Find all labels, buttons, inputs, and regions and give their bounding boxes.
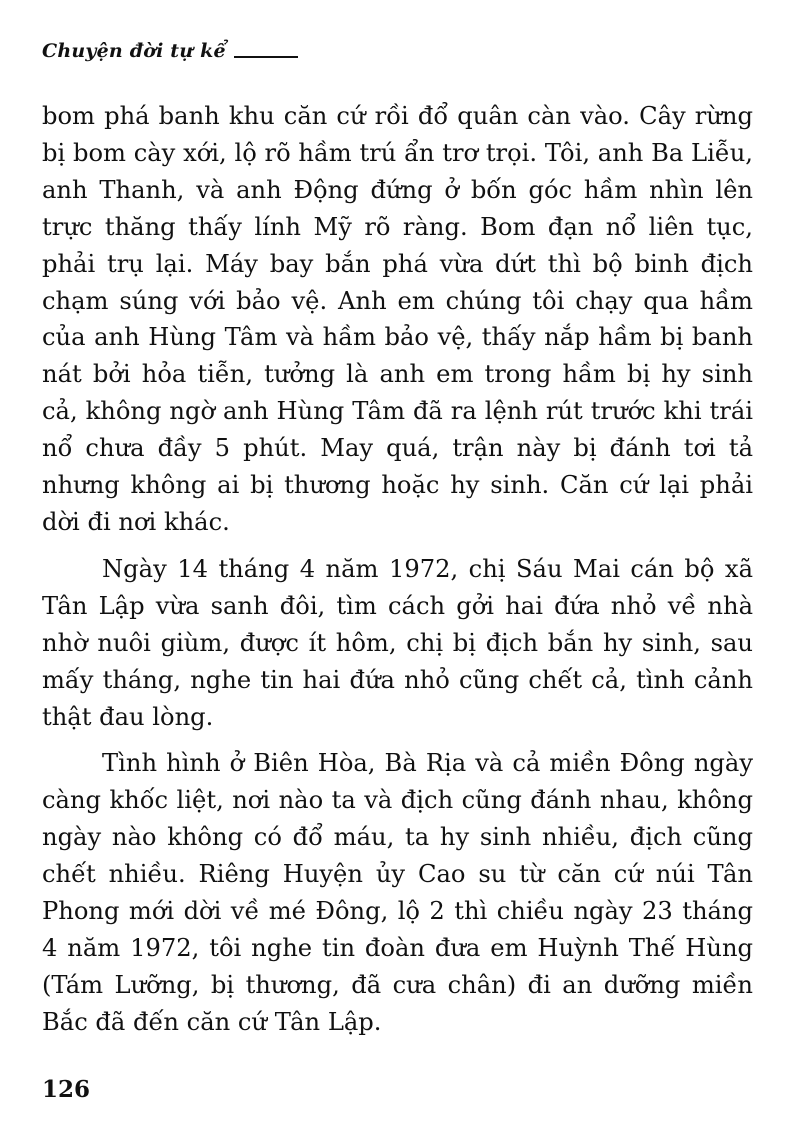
running-header-title: Chuyện đời tự kể <box>42 40 226 62</box>
paragraph: Tình hình ở Biên Hòa, Bà Rịa và cả miền Đông ngày càng khốc liệt, nơi nào ta và địch cũng đánh nhau, không ngày nào không có đổ máu, ta hy sinh nhiều, địch cũng chết nhiều. Riêng Huyện ủy Cao su từ căn cứ núi Tân Phong mới dời về mé Đông, lộ 2 thì chiều ngày 23 tháng 4 năm 1972, tôi nghe tin đoàn đưa em Huỳnh Thế Hùng (Tám Lưỡng, bị thương, đã cưa chân) đi an dưỡng miền Bắc đã đến căn cứ Tân Lập. <box>42 749 753 1036</box>
body-text <box>42 98 753 1041</box>
page-number: 126 <box>42 1076 91 1103</box>
running-header <box>42 40 298 62</box>
paragraph: Ngày 14 tháng 4 năm 1972, chị Sáu Mai cán bộ xã Tân Lập vừa sanh đôi, tìm cách gởi hai đứa nhỏ về nhà nhờ nuôi giùm, được ít hôm, chị bị địch bắn hy sinh, sau mấy tháng, nghe tin hai đứa nhỏ cũng chết cả, tình cảnh thật đau lòng. <box>42 554 753 731</box>
header-rule <box>234 56 298 58</box>
paragraph-continued: bom phá banh khu căn cứ rồi đổ quân càn vào. Cây rừng bị bom cày xới, lộ rõ hầm trú ẩn trơ trọi. Tôi, anh Ba Liễu, anh Thanh, và anh Động đứng ở bốn góc hầm nhìn lên trực thăng thấy lính Mỹ rõ ràng. Bom đạn nổ liên tục, phải trụ lại. Máy bay bắn phá vừa dứt thì bộ binh địch chạm súng với bảo vệ. Anh em chúng tôi chạy qua hầm của anh Hùng Tâm và hầm bảo vệ, thấy nắp hầm bị banh nát bởi hỏa tiễn, tưởng là anh em trong hầm bị hy sinh cả, không ngờ anh Hùng Tâm đã ra lệnh rút trước khi trái nổ chưa đầy 5 phút. May quá, trận này bị đánh tơi tả nhưng không ai bị thương hoặc hy sinh. Căn cứ lại phải dời đi nơi khác. <box>42 102 753 536</box>
